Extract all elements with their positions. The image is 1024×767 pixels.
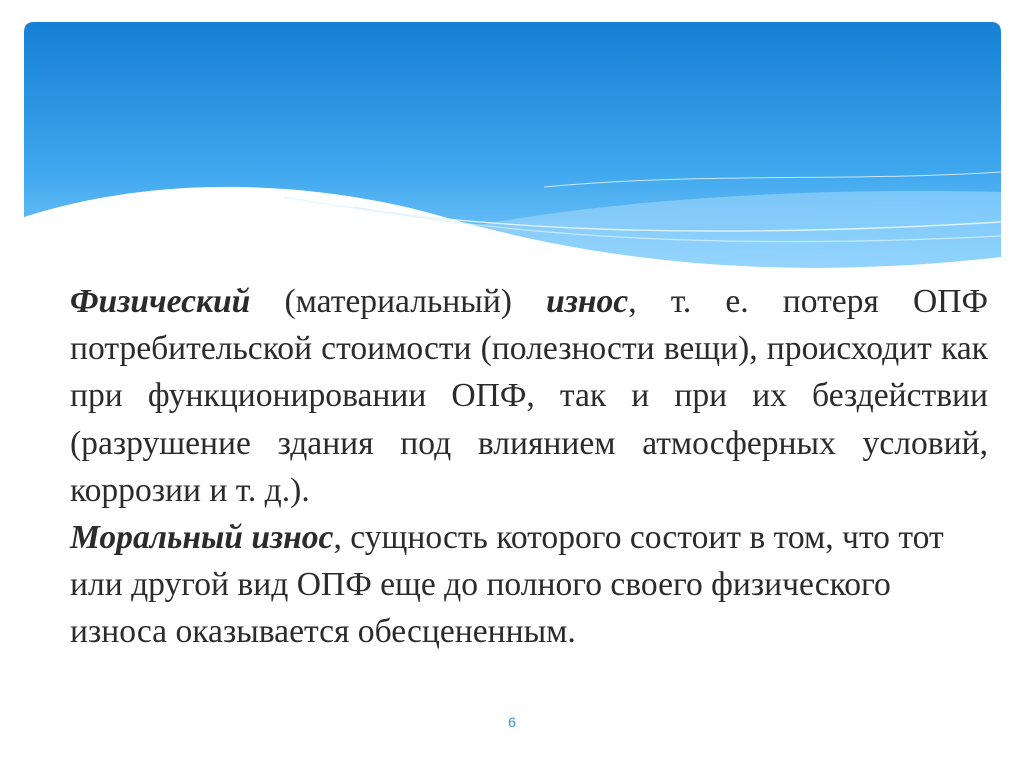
text-physical-wear-definition: , т. е. потеря ОПФ потребительской стоимости (полезности вещи), происходит как при функционировании ОПФ, так и при их бездействии (разрушение здания под влиянием атмосферных условий, коррозии и т. д.). [70, 283, 989, 509]
term-moral-wear: Моральный износ [70, 519, 334, 557]
term-physical: Физический [70, 283, 251, 320]
header-wave-banner [24, 22, 1001, 292]
paragraph-physical-wear [70, 278, 988, 514]
slide-body-text [70, 278, 988, 656]
text-moral-wear-definition: , сущность которого состоит в том, что тот или другой вид ОПФ еще до полного своего физического износа оказывается обесцененным. [70, 519, 944, 651]
paragraph-moral-wear [70, 514, 988, 656]
page-number: 6 [508, 714, 516, 730]
term-wear: износ [546, 283, 629, 320]
text-material: (материальный) [250, 283, 547, 320]
